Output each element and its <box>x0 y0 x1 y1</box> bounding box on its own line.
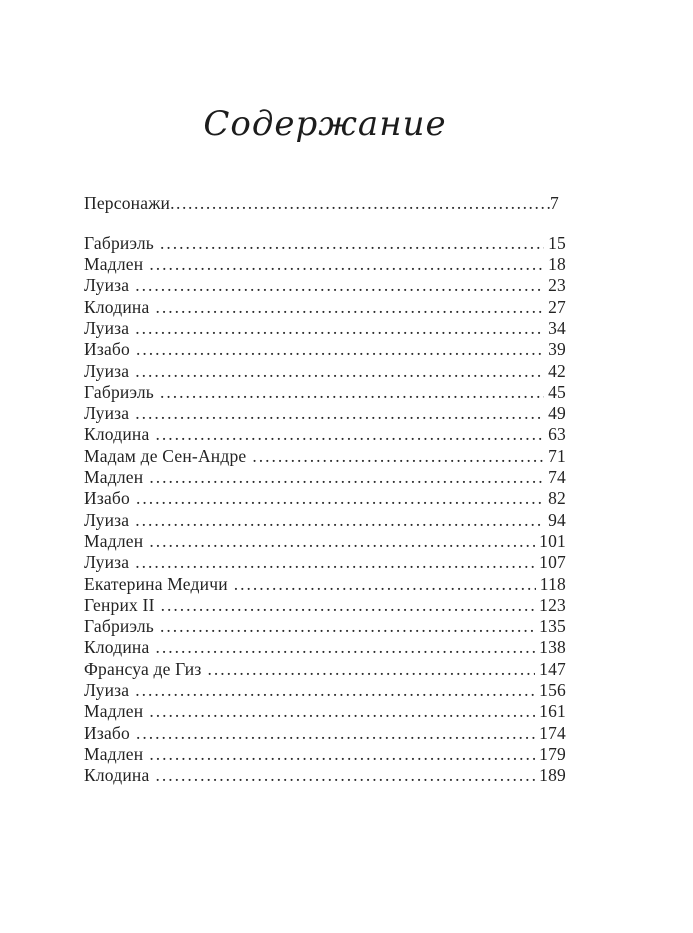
toc-entry-label: Клодина <box>84 424 150 445</box>
toc-entry-page: 138 <box>539 637 566 658</box>
toc-entry-label: Генрих II <box>84 594 155 615</box>
toc-entry-page: 63 <box>548 424 566 445</box>
toc-entry <box>84 488 566 509</box>
toc-entry <box>84 637 566 658</box>
toc-entry-page: 174 <box>539 722 566 743</box>
toc-entry-label: Клодина <box>84 765 150 786</box>
toc-entry-page: 42 <box>548 360 566 381</box>
toc-entry <box>84 403 566 424</box>
toc-entry-page: 74 <box>548 467 566 488</box>
toc-entry-label: Луиза <box>84 360 130 381</box>
toc-entry-label: Габриэль <box>84 616 154 637</box>
toc-entry-page: 94 <box>548 509 566 530</box>
dot-leader <box>136 488 544 509</box>
toc-entry <box>84 424 566 445</box>
dot-leader <box>136 723 535 744</box>
toc-entry-page: 71 <box>548 445 566 466</box>
toc-entry <box>84 382 566 403</box>
toc-entry-label: Луиза <box>84 552 130 573</box>
toc-entry <box>84 446 566 467</box>
toc-entry-page: 27 <box>548 296 566 317</box>
toc-entry-label: Габриэль <box>84 232 154 253</box>
toc-entry-label: Луиза <box>84 403 130 424</box>
toc-entry-label: Персонажи <box>84 193 171 213</box>
toc-entry <box>84 595 566 616</box>
toc-entry <box>84 297 566 318</box>
toc-entry-label: Габриэль <box>84 381 154 402</box>
toc-entry <box>84 723 566 744</box>
toc-entry-label: Мадлен <box>84 530 144 551</box>
toc-entry-page: 15 <box>548 232 566 253</box>
dot-leader <box>149 531 535 552</box>
table-of-contents <box>84 193 566 787</box>
toc-entry-page: 156 <box>539 680 566 701</box>
toc-entry-page: 39 <box>548 339 566 360</box>
toc-entry-label: Изабо <box>84 722 130 743</box>
dot-leader <box>160 233 544 254</box>
dot-leader <box>160 616 535 637</box>
toc-entry <box>84 765 566 786</box>
toc-entry-page: 23 <box>548 275 566 296</box>
toc-entry-label: Франсуа де Гиз <box>84 658 202 679</box>
dot-leader <box>135 552 535 573</box>
dot-leader <box>149 744 535 765</box>
toc-entry-label: Мадлен <box>84 743 144 764</box>
toc-entry-page: 179 <box>539 743 566 764</box>
page-content <box>84 0 566 933</box>
toc-entry-page: 34 <box>548 317 566 338</box>
toc-entry-label: Мадлен <box>84 254 144 275</box>
toc-entry-page: 49 <box>548 403 566 424</box>
toc-entry <box>84 193 566 214</box>
toc-entry-label: Екатерина Медичи <box>84 573 228 594</box>
toc-entry <box>84 467 566 488</box>
toc-entry-page: 189 <box>539 765 566 786</box>
dot-leader <box>161 595 536 616</box>
toc-entry-label: Мадам де Сен-Андре <box>84 445 247 466</box>
dot-leader <box>135 403 544 424</box>
toc-entry <box>84 339 566 360</box>
toc-entry-page: 147 <box>539 658 566 679</box>
dot-leader <box>234 574 536 595</box>
toc-entry-label: Луиза <box>84 509 130 530</box>
toc-entry <box>84 680 566 701</box>
toc-entry-page: 161 <box>539 701 566 722</box>
toc-entry-list <box>84 233 566 787</box>
dot-leader <box>136 339 544 360</box>
toc-entry-page: 135 <box>539 616 566 637</box>
toc-entry <box>84 233 566 254</box>
toc-entry <box>84 510 566 531</box>
toc-entry-page: 7 <box>550 193 559 213</box>
toc-entry-label: Клодина <box>84 637 150 658</box>
toc-entry <box>84 531 566 552</box>
toc-entry <box>84 318 566 339</box>
dot-leader <box>135 510 544 531</box>
toc-entry <box>84 701 566 722</box>
dot-leader <box>149 254 544 275</box>
toc-entry-label: Мадлен <box>84 467 144 488</box>
toc-entry-page: 18 <box>548 254 566 275</box>
dot-leader <box>155 424 544 445</box>
dot-leader <box>160 382 544 403</box>
toc-entry-label: Луиза <box>84 680 130 701</box>
dot-leader <box>170 193 550 214</box>
dot-leader <box>135 680 535 701</box>
dot-leader <box>252 446 544 467</box>
toc-entry-page: 107 <box>539 552 566 573</box>
toc-entry-page: 123 <box>539 594 566 615</box>
page-title: Содержание <box>203 104 447 144</box>
toc-entry-label: Мадлен <box>84 701 144 722</box>
toc-entry-label: Луиза <box>84 317 130 338</box>
toc-entry-label: Изабо <box>84 339 130 360</box>
toc-entry <box>84 574 566 595</box>
dot-leader <box>135 275 544 296</box>
toc-entry <box>84 275 566 296</box>
dot-leader <box>207 659 535 680</box>
toc-entry <box>84 361 566 382</box>
toc-entry-label: Изабо <box>84 488 130 509</box>
dot-leader <box>149 467 544 488</box>
dot-leader <box>155 637 535 658</box>
toc-entry <box>84 744 566 765</box>
dot-leader <box>135 361 544 382</box>
toc-entry-label: Луиза <box>84 275 130 296</box>
toc-entry <box>84 616 566 637</box>
dot-leader <box>155 765 535 786</box>
toc-entry-page: 101 <box>539 530 566 551</box>
dot-leader <box>155 297 544 318</box>
dot-leader <box>135 318 544 339</box>
toc-entry-page: 82 <box>548 488 566 509</box>
toc-entry <box>84 659 566 680</box>
dot-leader <box>149 701 535 722</box>
toc-entry-page: 45 <box>548 381 566 402</box>
toc-entry <box>84 254 566 275</box>
toc-entry-label: Клодина <box>84 296 150 317</box>
toc-entry-page: 118 <box>539 573 566 594</box>
toc-entry <box>84 552 566 573</box>
